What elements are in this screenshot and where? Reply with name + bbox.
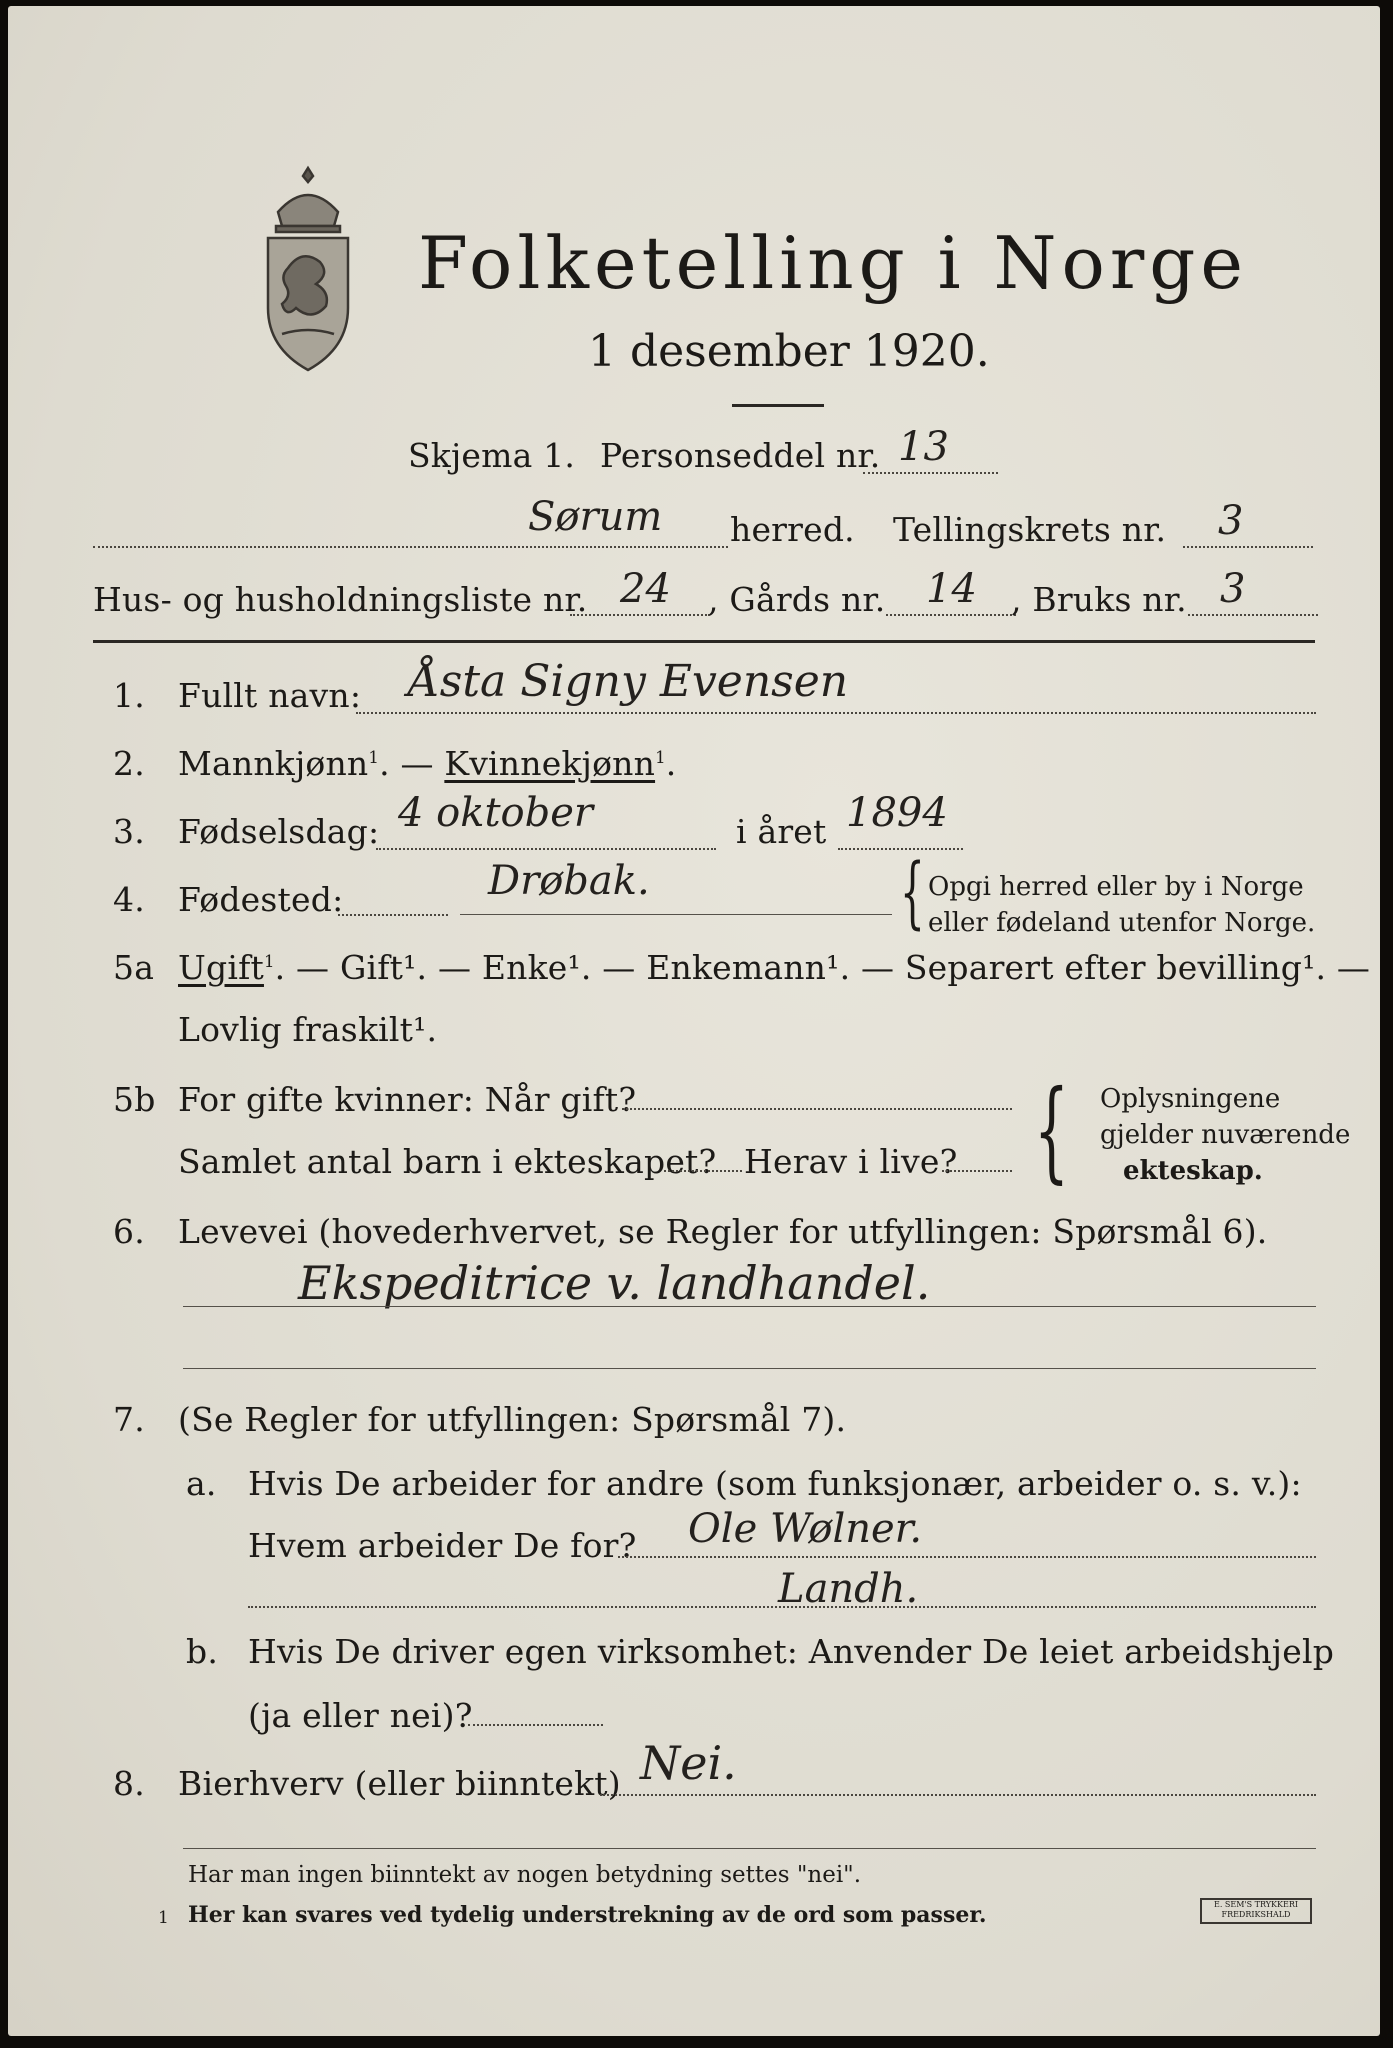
q4-label: Fødested:: [178, 880, 344, 919]
q5b-line-children: [664, 1170, 742, 1172]
q2-number: 2.: [113, 744, 145, 783]
marital-ugift-underlined: Ugift: [178, 948, 264, 987]
herred-value: Sørum: [528, 494, 663, 540]
q5b-line-alive: [942, 1170, 1012, 1172]
q4-note-line2: eller fødeland utenfor Norge.: [928, 908, 1316, 938]
q3-year-label: i året: [736, 812, 827, 851]
q6-label: Levevei (hovederhvervet, se Regler for utfyllingen: Spørsmål 6).: [178, 1212, 1268, 1251]
birthday-value: 4 oktober: [398, 790, 594, 836]
q7-label: (Se Regler for utfyllingen: Spørsmål 7).: [178, 1400, 847, 1439]
occupation-value: Ekspeditrice v. landhandel.: [298, 1256, 931, 1310]
q7a-letter: a.: [186, 1464, 217, 1503]
hus-label: Hus- og husholdningsliste nr.: [93, 580, 588, 619]
q8-label: Bierhverv (eller biinntekt): [178, 1764, 621, 1803]
bruks-line: [1188, 614, 1318, 616]
q5b-note-line3: ekteskap.: [1123, 1156, 1263, 1186]
personseddel-value: 13: [898, 424, 949, 470]
gender-separator: . —: [379, 744, 445, 783]
census-date: 1 desember 1920.: [588, 326, 990, 377]
q6-number: 6.: [113, 1212, 145, 1251]
footnote-text: Her kan svares ved tydelig understrekning av de ord som passer.: [188, 1902, 987, 1928]
header-rule: [93, 640, 1315, 643]
q3-number: 3.: [113, 812, 145, 851]
full-name-value: Åsta Signy Evensen: [408, 656, 849, 707]
marital-other-options: . — Gift¹. — Enke¹. — Enkemann¹. — Separert efter bevilling¹. —: [274, 948, 1371, 987]
side-income-value: Nei.: [640, 1736, 737, 1790]
q7a-line1: [618, 1556, 1316, 1558]
employer-value: Ole Wølner.: [688, 1506, 923, 1552]
q3-label: Fødselsdag:: [178, 812, 380, 851]
personseddel-label: Personseddel nr.: [600, 436, 881, 475]
q6-line1: [183, 1306, 1316, 1307]
tellingskrets-line: [1183, 546, 1313, 548]
marital-fraskilt: Lovlig fraskilt¹.: [178, 1010, 438, 1049]
q5b-brace: {: [1034, 1066, 1069, 1194]
q1-label: Fullt navn:: [178, 676, 362, 715]
herred-label: herred.: [730, 510, 855, 549]
hus-value: 24: [620, 566, 671, 612]
tellingskrets-value: 3: [1218, 498, 1244, 544]
gender-male: Mannkjønn: [178, 744, 369, 783]
bruks-label: , Bruks nr.: [1011, 580, 1187, 619]
hus-line: [570, 614, 710, 616]
personseddel-line: [863, 472, 998, 474]
q5b-number: 5b: [113, 1080, 156, 1119]
q7b-letter: b.: [186, 1632, 219, 1671]
census-form-page: [8, 6, 1380, 2036]
birthplace-value: Drøbak.: [488, 858, 650, 904]
q5b-note-line2: gjelder nuværende: [1100, 1120, 1351, 1150]
q7b-line: [468, 1724, 603, 1726]
q5b-label-married: For gifte kvinner: Når gift?: [178, 1080, 637, 1119]
q1-line: [356, 712, 1316, 714]
skjema-label: Skjema 1.: [408, 436, 576, 475]
q4-number: 4.: [113, 880, 145, 919]
q5b-note-line1: Oplysningene: [1100, 1084, 1281, 1114]
q8-line: [600, 1794, 1316, 1796]
q5b-label-alive: Herav i live?: [744, 1142, 958, 1181]
q4-line-left: [338, 914, 448, 916]
gards-value: 14: [926, 566, 977, 612]
q7a-label: Hvis De arbeider for andre (som funksjonær, arbeider o. s. v.):: [248, 1464, 1302, 1503]
q4-line: [460, 914, 892, 915]
q5a-number: 5a: [113, 948, 155, 987]
printer-stamp-line2: FREDRIKSHALD: [1221, 1910, 1291, 1919]
q7b-label: Hvis De driver egen virksomhet: Anvender De leiet arbeidshjelp: [248, 1632, 1335, 1671]
q6-line2: [183, 1368, 1316, 1369]
gender-end: .: [665, 744, 677, 783]
q7-number: 7.: [113, 1400, 145, 1439]
footnote-number: 1: [158, 1908, 169, 1928]
q4-note-line1: Opgi herred eller by i Norge: [928, 872, 1304, 902]
employer-value-line2: Landh.: [778, 1566, 919, 1612]
norwegian-lion-coat-of-arms-icon: [248, 164, 368, 374]
q1-number: 1.: [113, 676, 145, 715]
herred-line: [93, 546, 728, 548]
q7b-question: (ja eller nei)?: [248, 1696, 473, 1735]
q8-number: 8.: [113, 1764, 145, 1803]
q5b-line-married: [622, 1108, 1012, 1110]
tellingskrets-label: Tellingskrets nr.: [893, 510, 1167, 549]
gender-options: Mannkjønn$^1$. — Kvinnekjønn$^1$.: [178, 744, 677, 783]
gards-line: [886, 614, 1016, 616]
marital-status-options: Ugift$^1$. — Gift¹. — Enke¹. — Enkemann¹. — Separert efter bevilling¹. —: [178, 948, 1371, 987]
birth-year-value: 1894: [846, 790, 948, 836]
printer-stamp-line1: E. SEM'S TRYKKERI: [1213, 1900, 1299, 1909]
q7a-question: Hvem arbeider De for?: [248, 1526, 637, 1565]
printer-stamp: [1200, 1898, 1312, 1924]
gender-female-underlined: Kvinnekjønn: [444, 744, 656, 783]
footer-note: Har man ingen biinntekt av nogen betydning settes "nei".: [188, 1862, 862, 1888]
gards-label: , Gårds nr.: [708, 580, 886, 619]
q5b-label-children: Samlet antal barn i ekteskapet?: [178, 1142, 717, 1181]
q8-rule: [183, 1848, 1316, 1849]
bruks-value: 3: [1220, 566, 1246, 612]
q4-brace: {: [900, 848, 925, 938]
title-divider: [732, 404, 824, 407]
q3-line: [376, 848, 716, 850]
form-title: Folketelling i Norge: [418, 221, 1248, 305]
